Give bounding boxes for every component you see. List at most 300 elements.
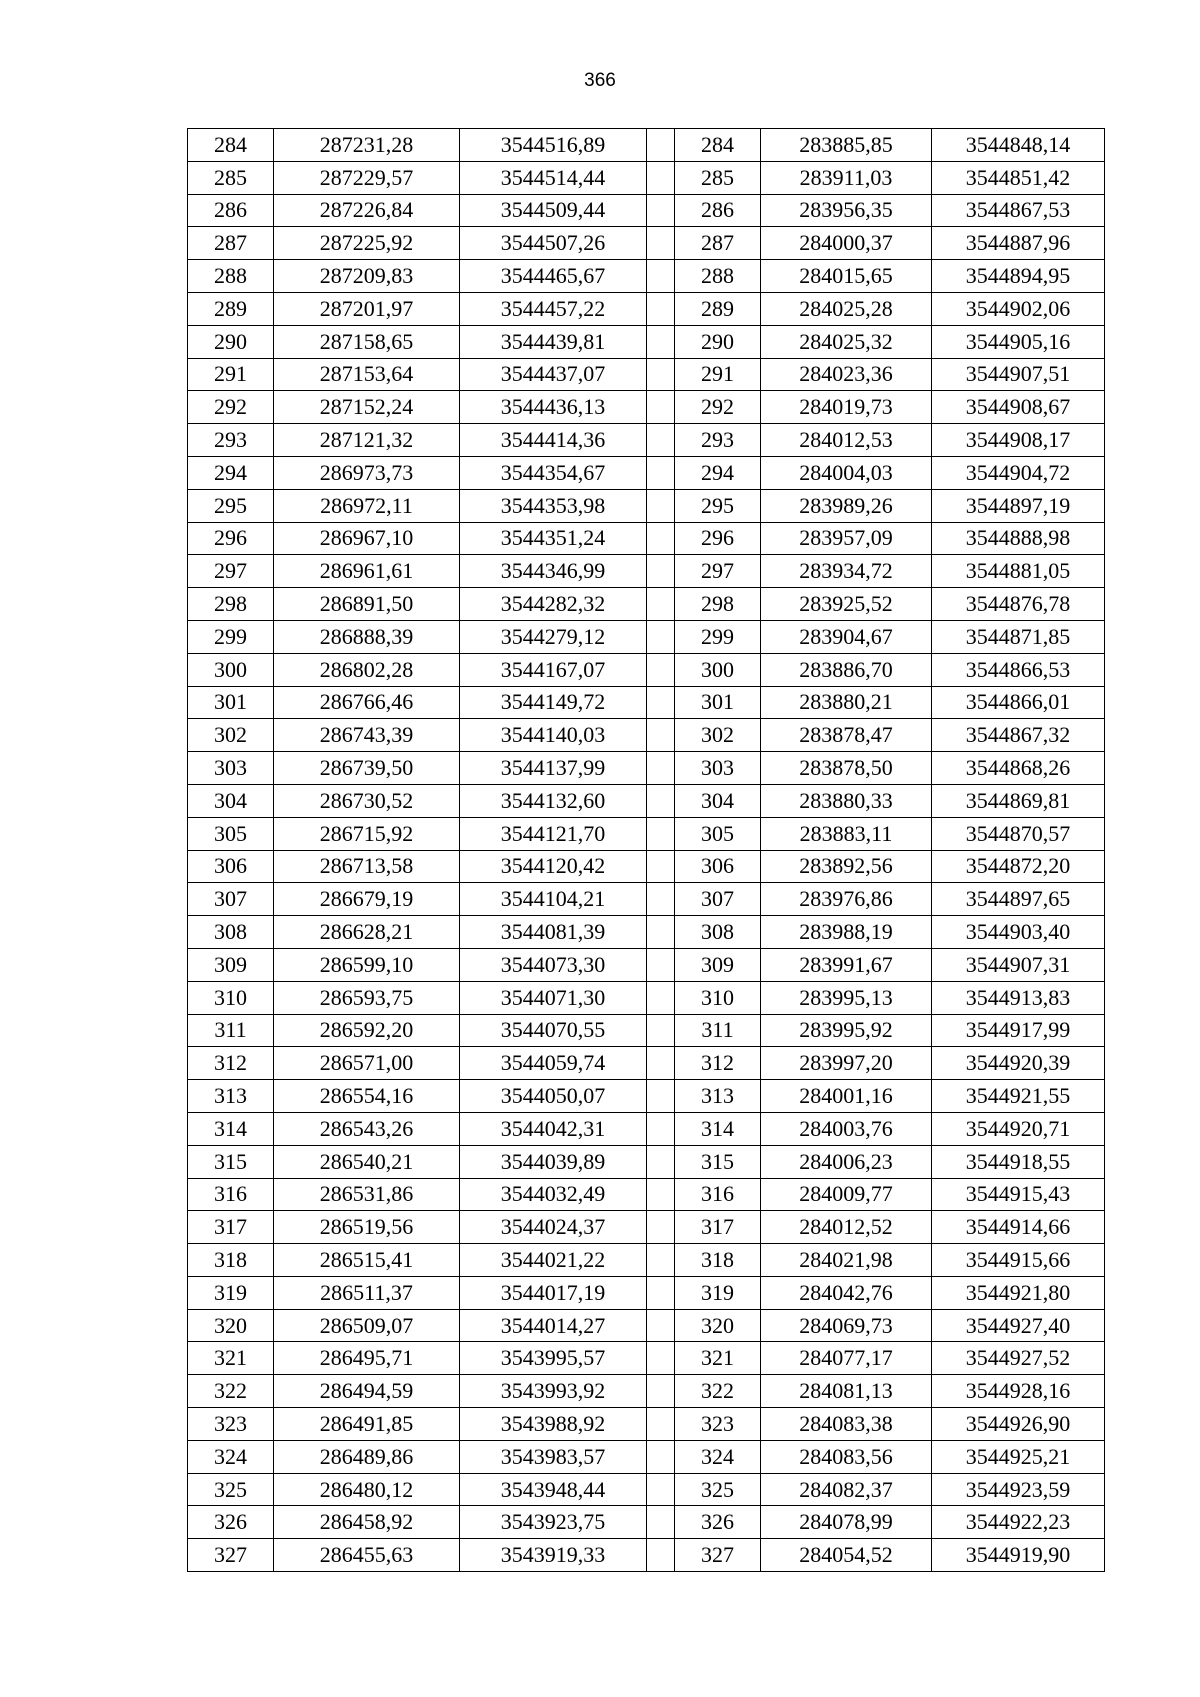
left-y-coordinate-cell: 3544070,55 — [460, 1014, 647, 1047]
spacer-cell — [647, 1408, 675, 1441]
right-point-number-cell: 322 — [675, 1375, 761, 1408]
table-row — [188, 1375, 1105, 1408]
left-y-coordinate-cell: 3544167,07 — [460, 653, 647, 686]
right-y-coordinate-cell: 3544920,39 — [932, 1047, 1105, 1080]
spacer-cell — [647, 653, 675, 686]
right-y-coordinate-cell: 3544867,53 — [932, 194, 1105, 227]
spacer-cell — [647, 1506, 675, 1539]
table-row — [188, 1539, 1105, 1572]
left-point-number-cell: 302 — [188, 719, 274, 752]
right-y-coordinate-cell: 3544913,83 — [932, 981, 1105, 1014]
right-point-number-cell: 291 — [675, 358, 761, 391]
left-y-coordinate-cell: 3544050,07 — [460, 1080, 647, 1113]
right-x-coordinate-cell: 283989,26 — [761, 489, 932, 522]
left-y-coordinate-cell: 3544279,12 — [460, 620, 647, 653]
left-y-coordinate-cell: 3543993,92 — [460, 1375, 647, 1408]
table-row — [188, 817, 1105, 850]
right-point-number-cell: 284 — [675, 129, 761, 162]
right-x-coordinate-cell: 284082,37 — [761, 1473, 932, 1506]
right-y-coordinate-cell: 3544902,06 — [932, 292, 1105, 325]
left-point-number-cell: 325 — [188, 1473, 274, 1506]
left-y-coordinate-cell: 3544121,70 — [460, 817, 647, 850]
table-row — [188, 227, 1105, 260]
right-point-number-cell: 310 — [675, 981, 761, 1014]
left-x-coordinate-cell: 287226,84 — [274, 194, 460, 227]
left-point-number-cell: 296 — [188, 522, 274, 555]
spacer-cell — [647, 1080, 675, 1113]
left-y-coordinate-cell: 3543995,57 — [460, 1342, 647, 1375]
left-x-coordinate-cell: 287231,28 — [274, 129, 460, 162]
left-x-coordinate-cell: 286519,56 — [274, 1211, 460, 1244]
left-point-number-cell: 305 — [188, 817, 274, 850]
right-point-number-cell: 286 — [675, 194, 761, 227]
left-y-coordinate-cell: 3544014,27 — [460, 1309, 647, 1342]
right-point-number-cell: 287 — [675, 227, 761, 260]
right-x-coordinate-cell: 283991,67 — [761, 948, 932, 981]
table-row — [188, 686, 1105, 719]
left-point-number-cell: 323 — [188, 1408, 274, 1441]
left-x-coordinate-cell: 286973,73 — [274, 456, 460, 489]
right-x-coordinate-cell: 284012,52 — [761, 1211, 932, 1244]
right-x-coordinate-cell: 283904,67 — [761, 620, 932, 653]
spacer-cell — [647, 1342, 675, 1375]
left-y-coordinate-cell: 3544414,36 — [460, 424, 647, 457]
left-x-coordinate-cell: 286509,07 — [274, 1309, 460, 1342]
right-x-coordinate-cell: 284042,76 — [761, 1276, 932, 1309]
table-row — [188, 522, 1105, 555]
right-x-coordinate-cell: 283988,19 — [761, 916, 932, 949]
right-point-number-cell: 292 — [675, 391, 761, 424]
right-point-number-cell: 306 — [675, 850, 761, 883]
left-y-coordinate-cell: 3544032,49 — [460, 1178, 647, 1211]
left-y-coordinate-cell: 3544071,30 — [460, 981, 647, 1014]
table-row — [188, 489, 1105, 522]
left-point-number-cell: 324 — [188, 1440, 274, 1473]
table-row — [188, 260, 1105, 293]
right-x-coordinate-cell: 284019,73 — [761, 391, 932, 424]
spacer-cell — [647, 784, 675, 817]
right-x-coordinate-cell: 283995,13 — [761, 981, 932, 1014]
right-x-coordinate-cell: 284083,56 — [761, 1440, 932, 1473]
right-y-coordinate-cell: 3544923,59 — [932, 1473, 1105, 1506]
left-point-number-cell: 291 — [188, 358, 274, 391]
spacer-cell — [647, 850, 675, 883]
left-point-number-cell: 308 — [188, 916, 274, 949]
right-x-coordinate-cell: 283976,86 — [761, 883, 932, 916]
right-y-coordinate-cell: 3544914,66 — [932, 1211, 1105, 1244]
right-x-coordinate-cell: 283878,47 — [761, 719, 932, 752]
right-y-coordinate-cell: 3544915,43 — [932, 1178, 1105, 1211]
right-y-coordinate-cell: 3544881,05 — [932, 555, 1105, 588]
right-y-coordinate-cell: 3544917,99 — [932, 1014, 1105, 1047]
coordinates-table-body — [188, 129, 1105, 1572]
left-x-coordinate-cell: 286628,21 — [274, 916, 460, 949]
spacer-cell — [647, 752, 675, 785]
right-x-coordinate-cell: 283934,72 — [761, 555, 932, 588]
table-row — [188, 292, 1105, 325]
right-y-coordinate-cell: 3544894,95 — [932, 260, 1105, 293]
right-y-coordinate-cell: 3544903,40 — [932, 916, 1105, 949]
right-point-number-cell: 317 — [675, 1211, 761, 1244]
right-point-number-cell: 293 — [675, 424, 761, 457]
left-y-coordinate-cell: 3544457,22 — [460, 292, 647, 325]
right-point-number-cell: 289 — [675, 292, 761, 325]
spacer-cell — [647, 719, 675, 752]
right-y-coordinate-cell: 3544907,31 — [932, 948, 1105, 981]
left-y-coordinate-cell: 3544132,60 — [460, 784, 647, 817]
left-y-coordinate-cell: 3544081,39 — [460, 916, 647, 949]
table-row — [188, 1080, 1105, 1113]
spacer-cell — [647, 194, 675, 227]
left-x-coordinate-cell: 286494,59 — [274, 1375, 460, 1408]
right-x-coordinate-cell: 284054,52 — [761, 1539, 932, 1572]
right-point-number-cell: 299 — [675, 620, 761, 653]
left-point-number-cell: 300 — [188, 653, 274, 686]
left-y-coordinate-cell: 3544140,03 — [460, 719, 647, 752]
left-y-coordinate-cell: 3544104,21 — [460, 883, 647, 916]
left-point-number-cell: 307 — [188, 883, 274, 916]
right-point-number-cell: 314 — [675, 1112, 761, 1145]
right-x-coordinate-cell: 284078,99 — [761, 1506, 932, 1539]
left-x-coordinate-cell: 286515,41 — [274, 1244, 460, 1277]
left-y-coordinate-cell: 3543923,75 — [460, 1506, 647, 1539]
right-y-coordinate-cell: 3544868,26 — [932, 752, 1105, 785]
table-row — [188, 981, 1105, 1014]
right-y-coordinate-cell: 3544897,19 — [932, 489, 1105, 522]
left-x-coordinate-cell: 286511,37 — [274, 1276, 460, 1309]
right-point-number-cell: 308 — [675, 916, 761, 949]
spacer-cell — [647, 456, 675, 489]
right-x-coordinate-cell: 283878,50 — [761, 752, 932, 785]
right-point-number-cell: 311 — [675, 1014, 761, 1047]
table-row — [188, 883, 1105, 916]
table-row — [188, 653, 1105, 686]
spacer-cell — [647, 817, 675, 850]
right-point-number-cell: 309 — [675, 948, 761, 981]
table-row — [188, 784, 1105, 817]
table-row — [188, 1309, 1105, 1342]
left-y-coordinate-cell: 3544465,67 — [460, 260, 647, 293]
right-point-number-cell: 325 — [675, 1473, 761, 1506]
table-row — [188, 1047, 1105, 1080]
right-y-coordinate-cell: 3544867,32 — [932, 719, 1105, 752]
left-x-coordinate-cell: 286543,26 — [274, 1112, 460, 1145]
left-point-number-cell: 309 — [188, 948, 274, 981]
left-x-coordinate-cell: 286571,00 — [274, 1047, 460, 1080]
left-y-coordinate-cell: 3544021,22 — [460, 1244, 647, 1277]
spacer-cell — [647, 1276, 675, 1309]
left-x-coordinate-cell: 286455,63 — [274, 1539, 460, 1572]
left-x-coordinate-cell: 286715,92 — [274, 817, 460, 850]
left-point-number-cell: 306 — [188, 850, 274, 883]
right-point-number-cell: 326 — [675, 1506, 761, 1539]
table-row — [188, 555, 1105, 588]
right-x-coordinate-cell: 284015,65 — [761, 260, 932, 293]
left-x-coordinate-cell: 286888,39 — [274, 620, 460, 653]
table-row — [188, 129, 1105, 162]
left-point-number-cell: 290 — [188, 325, 274, 358]
spacer-cell — [647, 1440, 675, 1473]
spacer-cell — [647, 161, 675, 194]
left-y-coordinate-cell: 3543919,33 — [460, 1539, 647, 1572]
table-row — [188, 1014, 1105, 1047]
right-point-number-cell: 295 — [675, 489, 761, 522]
right-x-coordinate-cell: 284083,38 — [761, 1408, 932, 1441]
left-y-coordinate-cell: 3544073,30 — [460, 948, 647, 981]
spacer-cell — [647, 948, 675, 981]
spacer-cell — [647, 1375, 675, 1408]
right-point-number-cell: 318 — [675, 1244, 761, 1277]
spacer-cell — [647, 1309, 675, 1342]
table-row — [188, 194, 1105, 227]
spacer-cell — [647, 1211, 675, 1244]
table-row — [188, 1145, 1105, 1178]
spacer-cell — [647, 391, 675, 424]
right-x-coordinate-cell: 284000,37 — [761, 227, 932, 260]
left-point-number-cell: 322 — [188, 1375, 274, 1408]
right-y-coordinate-cell: 3544908,17 — [932, 424, 1105, 457]
right-y-coordinate-cell: 3544905,16 — [932, 325, 1105, 358]
spacer-cell — [647, 292, 675, 325]
left-point-number-cell: 316 — [188, 1178, 274, 1211]
right-x-coordinate-cell: 284069,73 — [761, 1309, 932, 1342]
spacer-cell — [647, 1145, 675, 1178]
right-x-coordinate-cell: 284077,17 — [761, 1342, 932, 1375]
right-point-number-cell: 327 — [675, 1539, 761, 1572]
left-y-coordinate-cell: 3544439,81 — [460, 325, 647, 358]
left-point-number-cell: 293 — [188, 424, 274, 457]
right-y-coordinate-cell: 3544904,72 — [932, 456, 1105, 489]
right-x-coordinate-cell: 283885,85 — [761, 129, 932, 162]
right-y-coordinate-cell: 3544926,90 — [932, 1408, 1105, 1441]
left-point-number-cell: 318 — [188, 1244, 274, 1277]
right-y-coordinate-cell: 3544915,66 — [932, 1244, 1105, 1277]
left-y-coordinate-cell: 3544282,32 — [460, 588, 647, 621]
coordinates-table — [187, 128, 1105, 1572]
table-row — [188, 1112, 1105, 1145]
left-y-coordinate-cell: 3544437,07 — [460, 358, 647, 391]
page-number: 366 — [584, 70, 616, 91]
right-y-coordinate-cell: 3544920,71 — [932, 1112, 1105, 1145]
left-x-coordinate-cell: 286592,20 — [274, 1014, 460, 1047]
left-point-number-cell: 319 — [188, 1276, 274, 1309]
right-y-coordinate-cell: 3544870,57 — [932, 817, 1105, 850]
right-y-coordinate-cell: 3544872,20 — [932, 850, 1105, 883]
right-x-coordinate-cell: 283880,33 — [761, 784, 932, 817]
table-row — [188, 916, 1105, 949]
right-x-coordinate-cell: 283997,20 — [761, 1047, 932, 1080]
right-point-number-cell: 290 — [675, 325, 761, 358]
spacer-cell — [647, 1014, 675, 1047]
right-x-coordinate-cell: 283883,11 — [761, 817, 932, 850]
left-x-coordinate-cell: 287209,83 — [274, 260, 460, 293]
left-y-coordinate-cell: 3544354,67 — [460, 456, 647, 489]
right-point-number-cell: 324 — [675, 1440, 761, 1473]
left-y-coordinate-cell: 3544039,89 — [460, 1145, 647, 1178]
left-point-number-cell: 317 — [188, 1211, 274, 1244]
right-y-coordinate-cell: 3544921,55 — [932, 1080, 1105, 1113]
left-x-coordinate-cell: 286802,28 — [274, 653, 460, 686]
right-x-coordinate-cell: 283892,56 — [761, 850, 932, 883]
table-row — [188, 1211, 1105, 1244]
table-row — [188, 1408, 1105, 1441]
table-row — [188, 1276, 1105, 1309]
right-point-number-cell: 316 — [675, 1178, 761, 1211]
left-x-coordinate-cell: 286599,10 — [274, 948, 460, 981]
left-point-number-cell: 326 — [188, 1506, 274, 1539]
right-x-coordinate-cell: 283886,70 — [761, 653, 932, 686]
left-x-coordinate-cell: 287153,64 — [274, 358, 460, 391]
left-point-number-cell: 292 — [188, 391, 274, 424]
right-x-coordinate-cell: 283956,35 — [761, 194, 932, 227]
table-row — [188, 1244, 1105, 1277]
left-x-coordinate-cell: 287201,97 — [274, 292, 460, 325]
left-y-coordinate-cell: 3543988,92 — [460, 1408, 647, 1441]
right-x-coordinate-cell: 283880,21 — [761, 686, 932, 719]
spacer-cell — [647, 1112, 675, 1145]
spacer-cell — [647, 1539, 675, 1572]
left-x-coordinate-cell: 286593,75 — [274, 981, 460, 1014]
left-point-number-cell: 303 — [188, 752, 274, 785]
table-row — [188, 1342, 1105, 1375]
right-y-coordinate-cell: 3544925,21 — [932, 1440, 1105, 1473]
left-point-number-cell: 287 — [188, 227, 274, 260]
table-row — [188, 752, 1105, 785]
right-x-coordinate-cell: 284004,03 — [761, 456, 932, 489]
right-y-coordinate-cell: 3544919,90 — [932, 1539, 1105, 1572]
spacer-cell — [647, 883, 675, 916]
left-point-number-cell: 285 — [188, 161, 274, 194]
left-y-coordinate-cell: 3544059,74 — [460, 1047, 647, 1080]
right-point-number-cell: 296 — [675, 522, 761, 555]
table-row — [188, 1506, 1105, 1539]
spacer-cell — [647, 1473, 675, 1506]
right-point-number-cell: 321 — [675, 1342, 761, 1375]
right-y-coordinate-cell: 3544869,81 — [932, 784, 1105, 817]
right-point-number-cell: 303 — [675, 752, 761, 785]
right-y-coordinate-cell: 3544866,53 — [932, 653, 1105, 686]
right-y-coordinate-cell: 3544897,65 — [932, 883, 1105, 916]
left-y-coordinate-cell: 3544017,19 — [460, 1276, 647, 1309]
right-y-coordinate-cell: 3544922,23 — [932, 1506, 1105, 1539]
right-y-coordinate-cell: 3544927,40 — [932, 1309, 1105, 1342]
table-row — [188, 588, 1105, 621]
left-x-coordinate-cell: 286730,52 — [274, 784, 460, 817]
right-x-coordinate-cell: 283957,09 — [761, 522, 932, 555]
left-x-coordinate-cell: 287225,92 — [274, 227, 460, 260]
right-point-number-cell: 313 — [675, 1080, 761, 1113]
table-row — [188, 719, 1105, 752]
left-point-number-cell: 320 — [188, 1309, 274, 1342]
left-y-coordinate-cell: 3544351,24 — [460, 522, 647, 555]
right-y-coordinate-cell: 3544921,80 — [932, 1276, 1105, 1309]
left-x-coordinate-cell: 286458,92 — [274, 1506, 460, 1539]
left-point-number-cell: 315 — [188, 1145, 274, 1178]
right-y-coordinate-cell: 3544876,78 — [932, 588, 1105, 621]
left-y-coordinate-cell: 3543983,57 — [460, 1440, 647, 1473]
left-y-coordinate-cell: 3544353,98 — [460, 489, 647, 522]
spacer-cell — [647, 981, 675, 1014]
right-point-number-cell: 297 — [675, 555, 761, 588]
spacer-cell — [647, 1244, 675, 1277]
right-y-coordinate-cell: 3544871,85 — [932, 620, 1105, 653]
left-point-number-cell: 299 — [188, 620, 274, 653]
right-x-coordinate-cell: 284021,98 — [761, 1244, 932, 1277]
left-point-number-cell: 314 — [188, 1112, 274, 1145]
left-x-coordinate-cell: 286967,10 — [274, 522, 460, 555]
left-point-number-cell: 313 — [188, 1080, 274, 1113]
right-x-coordinate-cell: 283911,03 — [761, 161, 932, 194]
left-y-coordinate-cell: 3544516,89 — [460, 129, 647, 162]
left-point-number-cell: 286 — [188, 194, 274, 227]
spacer-cell — [647, 588, 675, 621]
table-row — [188, 161, 1105, 194]
left-point-number-cell: 311 — [188, 1014, 274, 1047]
left-point-number-cell: 304 — [188, 784, 274, 817]
right-x-coordinate-cell: 284001,16 — [761, 1080, 932, 1113]
spacer-cell — [647, 260, 675, 293]
right-point-number-cell: 304 — [675, 784, 761, 817]
spacer-cell — [647, 424, 675, 457]
table-row — [188, 620, 1105, 653]
right-y-coordinate-cell: 3544927,52 — [932, 1342, 1105, 1375]
left-x-coordinate-cell: 287158,65 — [274, 325, 460, 358]
right-point-number-cell: 312 — [675, 1047, 761, 1080]
table-row — [188, 358, 1105, 391]
right-x-coordinate-cell: 284023,36 — [761, 358, 932, 391]
right-point-number-cell: 302 — [675, 719, 761, 752]
left-x-coordinate-cell: 286489,86 — [274, 1440, 460, 1473]
spacer-cell — [647, 555, 675, 588]
left-point-number-cell: 284 — [188, 129, 274, 162]
left-point-number-cell: 295 — [188, 489, 274, 522]
spacer-cell — [647, 1178, 675, 1211]
right-y-coordinate-cell: 3544888,98 — [932, 522, 1105, 555]
left-point-number-cell: 298 — [188, 588, 274, 621]
left-point-number-cell: 312 — [188, 1047, 274, 1080]
spacer-cell — [647, 227, 675, 260]
right-y-coordinate-cell: 3544908,67 — [932, 391, 1105, 424]
right-x-coordinate-cell: 283995,92 — [761, 1014, 932, 1047]
left-point-number-cell: 301 — [188, 686, 274, 719]
right-y-coordinate-cell: 3544907,51 — [932, 358, 1105, 391]
right-point-number-cell: 285 — [675, 161, 761, 194]
left-point-number-cell: 321 — [188, 1342, 274, 1375]
left-x-coordinate-cell: 286480,12 — [274, 1473, 460, 1506]
right-x-coordinate-cell: 284025,28 — [761, 292, 932, 325]
right-x-coordinate-cell: 284006,23 — [761, 1145, 932, 1178]
left-y-coordinate-cell: 3544436,13 — [460, 391, 647, 424]
left-point-number-cell: 289 — [188, 292, 274, 325]
left-point-number-cell: 327 — [188, 1539, 274, 1572]
table-row — [188, 850, 1105, 883]
table-row — [188, 456, 1105, 489]
spacer-cell — [647, 620, 675, 653]
table-row — [188, 1178, 1105, 1211]
spacer-cell — [647, 358, 675, 391]
left-point-number-cell: 310 — [188, 981, 274, 1014]
left-x-coordinate-cell: 286713,58 — [274, 850, 460, 883]
left-x-coordinate-cell: 287229,57 — [274, 161, 460, 194]
right-y-coordinate-cell: 3544866,01 — [932, 686, 1105, 719]
right-point-number-cell: 305 — [675, 817, 761, 850]
left-point-number-cell: 294 — [188, 456, 274, 489]
left-x-coordinate-cell: 286739,50 — [274, 752, 460, 785]
spacer-cell — [647, 522, 675, 555]
right-x-coordinate-cell: 284025,32 — [761, 325, 932, 358]
right-y-coordinate-cell: 3544918,55 — [932, 1145, 1105, 1178]
left-y-coordinate-cell: 3544514,44 — [460, 161, 647, 194]
